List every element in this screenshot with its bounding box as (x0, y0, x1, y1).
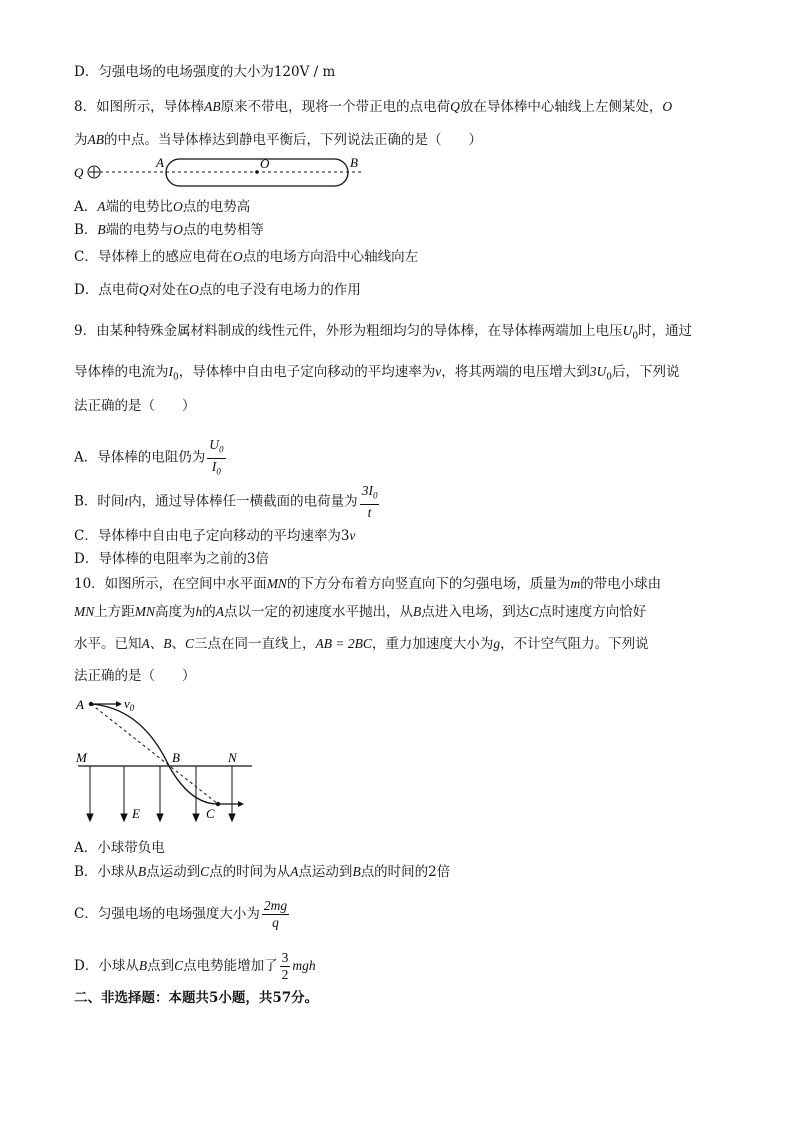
q10-fig-label-c: C (206, 806, 215, 821)
q8-stem-line2: 为AB的中点。当导体棒达到静电平衡后，下列说法正确的是（ ） (74, 132, 482, 148)
q10-fig-label-e: E (132, 806, 140, 821)
q10-fig-label-a: A (76, 697, 84, 712)
q10-stem-line4: 法正确的是（ ） (74, 668, 196, 684)
q10-stem-line2: MN上方距MN高度为h的A点以一定的初速度水平抛出，从B点进入电场，到达C点时速度方向恰好 (74, 604, 647, 620)
q10-option-c: C．匀强电场的电场强度大小为 $\frac{2mg}{q}$ (74, 898, 288, 930)
q9-option-a: A．导体棒的电阻仍为 $\frac{U_0}{I_0}$ (74, 437, 228, 479)
q10-abc-line (91, 704, 218, 804)
q8-fig-label-q: Q (74, 165, 84, 180)
q9-option-b-fraction: $\frac{3I_0}{t}$ (361, 483, 378, 520)
q10-fig-label-m: M (76, 750, 87, 765)
q8-fig-label-a: A (156, 155, 164, 170)
q8-fig-label-b: B (350, 155, 358, 170)
q10-fig-label-v0: $v_0$ (124, 696, 135, 713)
q10-fig-label-b: B (172, 750, 180, 765)
q10-option-d: D．小球从B点到C点电势能增加了 $\frac{3}{2}$ mgh (74, 950, 316, 982)
q8-option-d: D．点电荷Q对处在O点的电子没有电场力的作用 (74, 282, 361, 298)
q9-option-d: D．导体棒的电阻率为之前的3倍 (74, 551, 269, 567)
q10-stem-line3: 水平。已知A、B、C三点在同一直线上，AB = 2BC，重力加速度大小为g，不计空气阻力。下列说 (74, 636, 649, 652)
q9-stem-line2: 导体棒的电流为$I_0$，导体棒中自由电子定向移动的平均速率为v，将其两端的电压增大到$3U_0$后，下列说 (74, 364, 680, 383)
q10-option-a: A．小球带负电 (74, 840, 165, 856)
section-2-heading: 二、非选择题：本题共5小题，共57分。 (74, 990, 319, 1006)
q7-option-d: D．匀强电场的电场强度的大小为120V / m (74, 64, 336, 80)
q8-fig-label-o: O (260, 156, 270, 171)
q10-fig-label-n: N (228, 750, 237, 765)
q9-option-a-fraction: $\frac{U_0}{I_0}$ (209, 437, 224, 477)
q9-stem-line3: 法正确的是（ ） (74, 398, 196, 414)
q8-stem-line1: 8．如图所示，导体棒AB原来不带电，现将一个带正电的点电荷Q放在导体棒中心轴线上左侧某处，O (74, 99, 673, 115)
q9-stem-line1: 9．由某种特殊金属材料制成的线性元件，外形为粗细均匀的导体棒，在导体棒两端加上电压$U_0$时，通过 (74, 323, 693, 342)
q10-option-d-fraction: $\frac{3}{2}$ (281, 950, 289, 982)
q8-conductor-figure (72, 153, 372, 193)
q10-option-c-fraction: $\frac{2mg}{q}$ (263, 898, 288, 930)
q8-midpoint-o (255, 170, 259, 174)
q10-trajectory-figure (72, 694, 262, 834)
q10-option-b: B．小球从B点运动到C点的时间为从A点运动到B点的时间的2倍 (74, 864, 451, 880)
q8-option-a: A．A端的电势比O点的电势高 (74, 199, 251, 215)
q9-option-b: B．时间t内，通过导体棒任一横截面的电荷量为 $\frac{3I_0}{t}$ (74, 483, 378, 520)
q9-option-c: C．导体棒中自由电子定向移动的平均速率为3v (74, 528, 356, 544)
q8-option-c: C．导体棒上的感应电荷在O点的电场方向沿中心轴线向左 (74, 249, 419, 265)
q10-stem-line1: 10．如图所示，在空间中水平面MN的下方分布着方向竖直向下的匀强电场，质量为m的带电小球由 (74, 576, 662, 592)
q8-option-b: B．B端的电势与O点的电势相等 (74, 222, 264, 238)
